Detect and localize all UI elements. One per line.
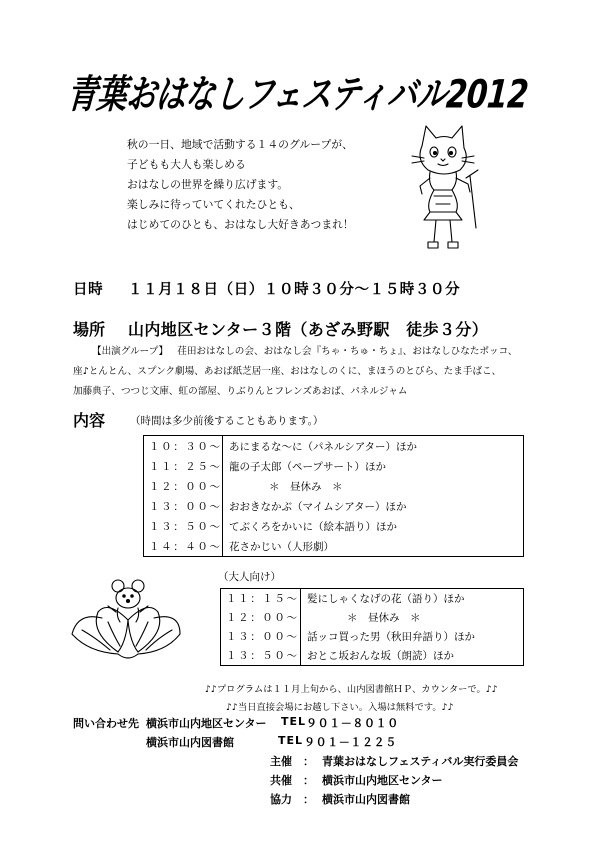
- organizer-label: 主催: [270, 755, 292, 768]
- table-row: [144, 476, 524, 496]
- event-venue: [73, 317, 543, 339]
- performer-line: 座♪とんとん、スプンク劇場、あおば紙芝居一座、おはなしのくに、まほうのとびら、たま手ばこ、: [73, 366, 502, 377]
- performer-list: 荏田おはなしの会、おはなし会『ちゃ・ちゅ・ちょ』、おはなしひなたボッコ、: [177, 346, 518, 357]
- table-row: [221, 646, 524, 666]
- program-availability-note: ♪♪プログラムは１１月上旬から、山内図書館ＨＰ、カウンターで。♪♪: [205, 684, 498, 695]
- page-title: 青葉おはなしフェスティバル2012: [65, 72, 530, 118]
- venue-value: 山内地区センター３階（あざみ野駅 徒歩３分）: [128, 320, 489, 339]
- program-item: おとこ坂おんな坂（朗読）ほか: [307, 650, 454, 662]
- intro-line: 楽しみに待っていてくれたひとも、: [127, 198, 300, 211]
- program-time: １２：００～: [221, 608, 301, 627]
- intro-line: おはなしの世界を繰り広げます。: [127, 178, 289, 191]
- admission-note: ♪♪当日直接会場にお越し下さい。入場は無料です。♪♪: [226, 702, 454, 713]
- table-row: [221, 608, 524, 627]
- adult-program-table: [220, 588, 524, 666]
- table-row: [144, 516, 524, 536]
- table-row: [144, 456, 524, 476]
- cooperation-value: 横浜市山内図書館: [322, 793, 410, 806]
- intro-line: 子どもも大人も楽しめる: [127, 158, 246, 171]
- program-item: てぶくろをかいに（絵本語り）ほか: [229, 520, 397, 533]
- program-item: あにまるな～に（パネルシアター）ほか: [229, 440, 418, 453]
- intro-line: はじめてのひとも、おはなし大好きあつまれ！: [127, 218, 354, 231]
- flower-mouse-illustration: [68, 572, 184, 668]
- contact-label: 問い合わせ先: [73, 717, 139, 730]
- event-datetime: [73, 278, 533, 298]
- table-row: [221, 627, 524, 646]
- program-item: ＊ 昼休み ＊: [269, 480, 343, 493]
- contact-tel-label: TEL: [278, 734, 304, 747]
- organizer-value: 青葉おはなしフェスティバル実行委員会: [322, 755, 519, 768]
- cooperation-label: 協力: [270, 793, 292, 806]
- program-time: １２：００～: [144, 476, 223, 496]
- adult-program-label: （大人向け）: [218, 571, 281, 583]
- credit-separator: ：: [303, 755, 314, 768]
- table-row: [144, 536, 524, 557]
- program-time: １３：００～: [221, 627, 301, 646]
- contact-tel: ９０１－８０１０: [306, 717, 399, 730]
- program-time: １０：３０～: [144, 436, 223, 457]
- cat-swordsman-illustration: [400, 120, 482, 254]
- contact-name: 横浜市山内図書館: [146, 736, 234, 749]
- program-time: １３：５０～: [221, 646, 301, 666]
- program-time: １１：２５～: [144, 456, 223, 476]
- performer-line: 加藤典子、つつじ文庫、虹の部屋、りぶりんとフレンズあおば、パネルジャム: [73, 386, 408, 397]
- credit-separator: ：: [303, 793, 314, 806]
- contact-tel-label: TEL: [281, 715, 307, 728]
- venue-label: 場所: [73, 320, 106, 339]
- performer-groups: [73, 342, 517, 402]
- table-row: [144, 496, 524, 516]
- program-time: １４：４０～: [144, 536, 223, 557]
- program-note: （時間は多少前後することもあります。）: [130, 415, 324, 427]
- program-item: おおきなかぶ（マイムシアター）ほか: [229, 500, 407, 513]
- contact-name: 横浜市山内地区センター: [146, 717, 267, 730]
- program-time: １１：１５～: [221, 589, 301, 609]
- program-item: 髪にしゃくなげの花（語り）ほか: [307, 593, 465, 605]
- table-row: [144, 436, 524, 457]
- program-item: 花さかじい（人形劇）: [229, 540, 334, 553]
- table-row: [221, 589, 524, 609]
- intro-text: [127, 135, 354, 235]
- program-item: 話ッコ買った男（秋田弁語り）ほか: [307, 631, 475, 643]
- credit-separator: ：: [303, 774, 314, 787]
- performer-label: 【出演グループ】: [92, 346, 169, 357]
- program-heading: 内容: [73, 411, 106, 430]
- performer-line: [73, 342, 517, 362]
- datetime-label: 日時: [73, 282, 104, 298]
- contact-tel: ９０１－１２２５: [304, 736, 397, 749]
- program-item: ＊ 昼休み ＊: [347, 612, 421, 624]
- co-organizer-label: 共催: [270, 774, 292, 787]
- program-time: １３：００～: [144, 496, 223, 516]
- co-organizer-value: 横浜市山内地区センター: [322, 774, 443, 787]
- datetime-value: １１月１８日（日）１０時３０分～１５時３０分: [128, 282, 461, 298]
- intro-line: 秋の一日、地域で活動する１４のグループが、: [127, 138, 353, 151]
- program-time: １３：５０～: [144, 516, 223, 536]
- program-item: 龍の子太郎（ペープサート）ほか: [229, 460, 386, 473]
- program-table: [143, 435, 524, 557]
